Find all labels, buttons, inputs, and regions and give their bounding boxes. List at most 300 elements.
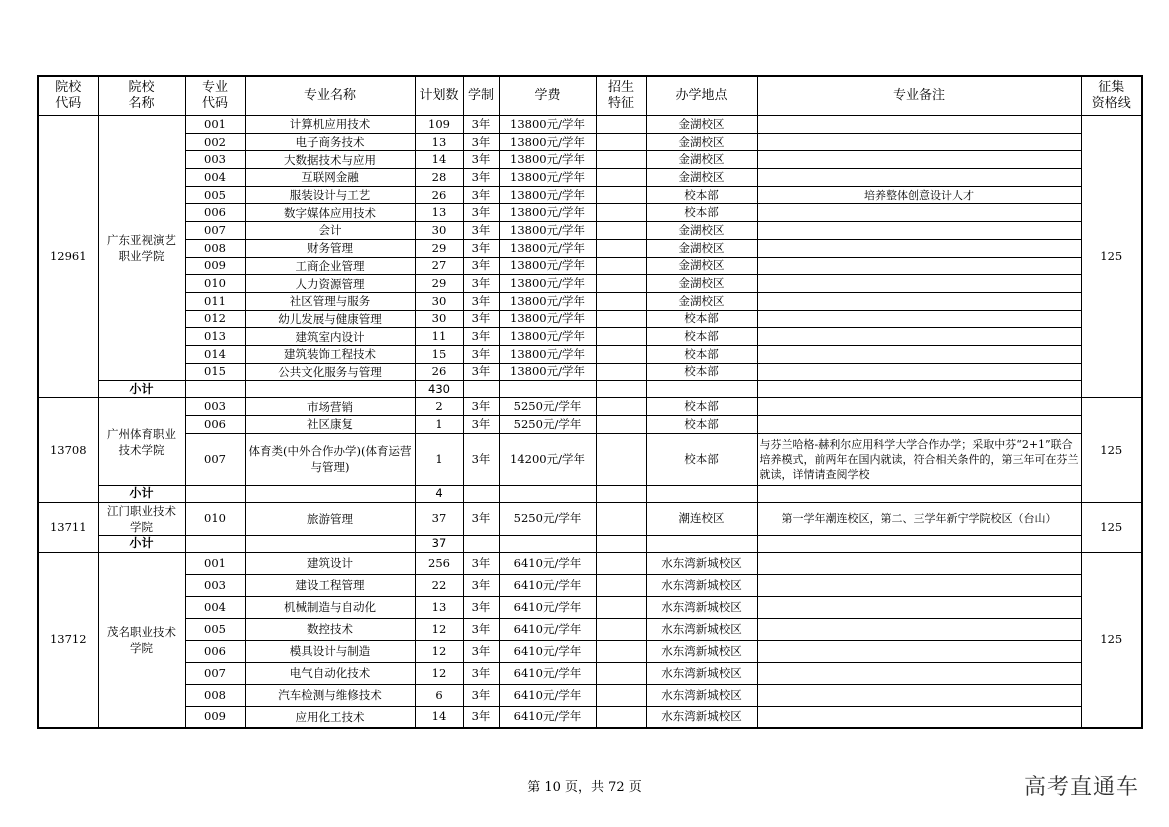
plan-cell: 1 bbox=[415, 416, 463, 434]
plan-cell: 11 bbox=[415, 328, 463, 346]
plan-cell: 13 bbox=[415, 133, 463, 151]
major-code-cell: 007 bbox=[185, 433, 245, 485]
major-code-cell: 009 bbox=[185, 706, 245, 728]
major-name-cell: 建筑设计 bbox=[245, 552, 415, 574]
major-name-cell: 市场营销 bbox=[245, 398, 415, 416]
school-code-cell: 13708 bbox=[38, 398, 98, 502]
fee-cell: 6410元/学年 bbox=[499, 618, 596, 640]
subtotal-value: 37 bbox=[415, 535, 463, 552]
feature-cell bbox=[596, 116, 646, 134]
plan-cell: 13 bbox=[415, 596, 463, 618]
remark-cell bbox=[757, 328, 1081, 346]
feature-cell bbox=[596, 684, 646, 706]
plan-cell: 37 bbox=[415, 502, 463, 535]
major-code-cell: 015 bbox=[185, 363, 245, 381]
duration-cell: 3年 bbox=[463, 398, 499, 416]
fee-cell: 6410元/学年 bbox=[499, 706, 596, 728]
duration-cell: 3年 bbox=[463, 133, 499, 151]
subtotal-empty bbox=[245, 535, 415, 552]
major-code-cell: 005 bbox=[185, 618, 245, 640]
major-name-cell: 社区管理与服务 bbox=[245, 292, 415, 310]
location-cell: 校本部 bbox=[646, 310, 757, 328]
subtotal-empty bbox=[757, 485, 1081, 502]
fee-cell: 13800元/学年 bbox=[499, 275, 596, 293]
remark-cell bbox=[757, 640, 1081, 662]
major-code-cell: 001 bbox=[185, 116, 245, 134]
duration-cell: 3年 bbox=[463, 257, 499, 275]
major-code-cell: 007 bbox=[185, 222, 245, 240]
duration-cell: 3年 bbox=[463, 204, 499, 222]
location-cell: 校本部 bbox=[646, 204, 757, 222]
duration-cell: 3年 bbox=[463, 239, 499, 257]
duration-cell: 3年 bbox=[463, 596, 499, 618]
major-code-cell: 010 bbox=[185, 502, 245, 535]
header-fee: 学费 bbox=[499, 76, 596, 116]
major-name-cell: 工商企业管理 bbox=[245, 257, 415, 275]
remark-cell bbox=[757, 684, 1081, 706]
table-row bbox=[38, 345, 1142, 363]
duration-cell: 3年 bbox=[463, 310, 499, 328]
major-code-cell: 002 bbox=[185, 133, 245, 151]
plan-cell: 22 bbox=[415, 574, 463, 596]
feature-cell bbox=[596, 239, 646, 257]
header-major-name: 专业名称 bbox=[245, 76, 415, 116]
score-cell: 125 bbox=[1081, 552, 1142, 728]
plan-cell: 28 bbox=[415, 169, 463, 187]
header-school-name: 院校 名称 bbox=[98, 76, 185, 116]
remark-cell bbox=[757, 222, 1081, 240]
location-cell: 水东湾新城校区 bbox=[646, 574, 757, 596]
remark-cell bbox=[757, 275, 1081, 293]
fee-cell: 13800元/学年 bbox=[499, 204, 596, 222]
table-row bbox=[38, 662, 1142, 684]
major-code-cell: 009 bbox=[185, 257, 245, 275]
major-name-cell: 服装设计与工艺 bbox=[245, 186, 415, 204]
remark-cell bbox=[757, 151, 1081, 169]
duration-cell: 3年 bbox=[463, 222, 499, 240]
table-row bbox=[38, 640, 1142, 662]
remark-cell bbox=[757, 618, 1081, 640]
feature-cell bbox=[596, 257, 646, 275]
plan-cell: 12 bbox=[415, 662, 463, 684]
major-name-cell: 建设工程管理 bbox=[245, 574, 415, 596]
duration-cell: 3年 bbox=[463, 640, 499, 662]
feature-cell bbox=[596, 662, 646, 684]
major-code-cell: 003 bbox=[185, 151, 245, 169]
location-cell: 校本部 bbox=[646, 186, 757, 204]
location-cell: 校本部 bbox=[646, 398, 757, 416]
duration-cell: 3年 bbox=[463, 292, 499, 310]
header-score: 征集 资格线 bbox=[1081, 76, 1142, 116]
subtotal-empty bbox=[185, 485, 245, 502]
major-name-cell: 会计 bbox=[245, 222, 415, 240]
plan-cell: 2 bbox=[415, 398, 463, 416]
fee-cell: 6410元/学年 bbox=[499, 684, 596, 706]
subtotal-empty bbox=[646, 535, 757, 552]
major-name-cell: 汽车检测与维修技术 bbox=[245, 684, 415, 706]
table-row bbox=[38, 328, 1142, 346]
major-name-cell: 社区康复 bbox=[245, 416, 415, 434]
watermark: 高考直通车 bbox=[1023, 775, 1139, 800]
subtotal-row bbox=[38, 381, 1142, 398]
fee-cell: 13800元/学年 bbox=[499, 328, 596, 346]
remark-cell bbox=[757, 596, 1081, 618]
plan-cell: 13 bbox=[415, 204, 463, 222]
table-row bbox=[38, 204, 1142, 222]
location-cell: 校本部 bbox=[646, 416, 757, 434]
header-major-code: 专业 代码 bbox=[185, 76, 245, 116]
major-name-cell: 公共文化服务与管理 bbox=[245, 363, 415, 381]
feature-cell bbox=[596, 204, 646, 222]
header-plan: 计划数 bbox=[415, 76, 463, 116]
subtotal-value: 430 bbox=[415, 381, 463, 398]
feature-cell bbox=[596, 169, 646, 187]
feature-cell bbox=[596, 552, 646, 574]
remark-cell bbox=[757, 363, 1081, 381]
score-cell: 125 bbox=[1081, 116, 1142, 398]
major-code-cell: 001 bbox=[185, 552, 245, 574]
plan-cell: 12 bbox=[415, 618, 463, 640]
fee-cell: 13800元/学年 bbox=[499, 133, 596, 151]
header-row bbox=[38, 76, 1142, 116]
major-name-cell: 建筑装饰工程技术 bbox=[245, 345, 415, 363]
table-row bbox=[38, 684, 1142, 706]
school-name-cell: 茂名职业技术学院 bbox=[98, 552, 185, 728]
feature-cell bbox=[596, 222, 646, 240]
feature-cell bbox=[596, 433, 646, 485]
table-row bbox=[38, 706, 1142, 728]
feature-cell bbox=[596, 398, 646, 416]
school-name-cell: 广东亚视演艺职业学院 bbox=[98, 116, 185, 381]
location-cell: 校本部 bbox=[646, 345, 757, 363]
location-cell: 金湖校区 bbox=[646, 222, 757, 240]
plan-cell: 15 bbox=[415, 345, 463, 363]
table-row bbox=[38, 257, 1142, 275]
major-name-cell: 计算机应用技术 bbox=[245, 116, 415, 134]
major-code-cell: 014 bbox=[185, 345, 245, 363]
subtotal-empty bbox=[499, 381, 596, 398]
fee-cell: 14200元/学年 bbox=[499, 433, 596, 485]
feature-cell bbox=[596, 640, 646, 662]
fee-cell: 13800元/学年 bbox=[499, 257, 596, 275]
subtotal-empty bbox=[757, 535, 1081, 552]
feature-cell bbox=[596, 618, 646, 640]
subtotal-row bbox=[38, 485, 1142, 502]
remark-cell bbox=[757, 574, 1081, 596]
subtotal-empty bbox=[646, 485, 757, 502]
school-code-cell: 13712 bbox=[38, 552, 98, 728]
duration-cell: 3年 bbox=[463, 574, 499, 596]
remark-cell bbox=[757, 398, 1081, 416]
major-code-cell: 003 bbox=[185, 398, 245, 416]
header-feature: 招生 特征 bbox=[596, 76, 646, 116]
remark-cell bbox=[757, 292, 1081, 310]
duration-cell: 3年 bbox=[463, 433, 499, 485]
location-cell: 校本部 bbox=[646, 433, 757, 485]
table-row bbox=[38, 116, 1142, 134]
table-row bbox=[38, 310, 1142, 328]
fee-cell: 5250元/学年 bbox=[499, 416, 596, 434]
major-code-cell: 008 bbox=[185, 239, 245, 257]
major-name-cell: 数控技术 bbox=[245, 618, 415, 640]
major-code-cell: 004 bbox=[185, 596, 245, 618]
fee-cell: 5250元/学年 bbox=[499, 398, 596, 416]
plan-cell: 14 bbox=[415, 151, 463, 169]
location-cell: 金湖校区 bbox=[646, 151, 757, 169]
plan-cell: 27 bbox=[415, 257, 463, 275]
fee-cell: 6410元/学年 bbox=[499, 662, 596, 684]
fee-cell: 6410元/学年 bbox=[499, 552, 596, 574]
duration-cell: 3年 bbox=[463, 502, 499, 535]
table-row bbox=[38, 292, 1142, 310]
duration-cell: 3年 bbox=[463, 328, 499, 346]
fee-cell: 6410元/学年 bbox=[499, 596, 596, 618]
duration-cell: 3年 bbox=[463, 416, 499, 434]
feature-cell bbox=[596, 416, 646, 434]
remark-cell bbox=[757, 706, 1081, 728]
subtotal-empty bbox=[463, 381, 499, 398]
location-cell: 水东湾新城校区 bbox=[646, 596, 757, 618]
remark-cell: 与芬兰哈格-赫利尔应用科学大学合作办学；采取中芬“2+1”联合培养模式，前两年在国内就读，符合相关条件的，第三年可在芬兰就读，详情请查阅学校 bbox=[757, 433, 1081, 485]
table-row bbox=[38, 552, 1142, 574]
table-row bbox=[38, 596, 1142, 618]
plan-cell: 30 bbox=[415, 310, 463, 328]
remark-cell bbox=[757, 310, 1081, 328]
subtotal-empty bbox=[463, 535, 499, 552]
major-code-cell: 006 bbox=[185, 204, 245, 222]
table-row bbox=[38, 239, 1142, 257]
major-name-cell: 体育类(中外合作办学)(体育运营与管理) bbox=[245, 433, 415, 485]
fee-cell: 13800元/学年 bbox=[499, 169, 596, 187]
table-row bbox=[38, 133, 1142, 151]
feature-cell bbox=[596, 706, 646, 728]
major-code-cell: 011 bbox=[185, 292, 245, 310]
remark-cell bbox=[757, 239, 1081, 257]
table-row bbox=[38, 186, 1142, 204]
plan-cell: 29 bbox=[415, 275, 463, 293]
score-cell: 125 bbox=[1081, 398, 1142, 502]
subtotal-row bbox=[38, 535, 1142, 552]
subtotal-label: 小计 bbox=[98, 381, 185, 398]
table-row bbox=[38, 363, 1142, 381]
major-name-cell: 大数据技术与应用 bbox=[245, 151, 415, 169]
fee-cell: 13800元/学年 bbox=[499, 151, 596, 169]
location-cell: 水东湾新城校区 bbox=[646, 706, 757, 728]
subtotal-empty bbox=[499, 485, 596, 502]
school-code-cell: 13711 bbox=[38, 502, 98, 552]
duration-cell: 3年 bbox=[463, 684, 499, 706]
feature-cell bbox=[596, 133, 646, 151]
feature-cell bbox=[596, 292, 646, 310]
major-name-cell: 机械制造与自动化 bbox=[245, 596, 415, 618]
subtotal-empty bbox=[646, 381, 757, 398]
table-row bbox=[38, 416, 1142, 434]
plan-cell: 30 bbox=[415, 222, 463, 240]
duration-cell: 3年 bbox=[463, 275, 499, 293]
remark-cell: 培养整体创意设计人才 bbox=[757, 186, 1081, 204]
feature-cell bbox=[596, 596, 646, 618]
major-code-cell: 007 bbox=[185, 662, 245, 684]
plan-cell: 26 bbox=[415, 186, 463, 204]
remark-cell bbox=[757, 552, 1081, 574]
subtotal-label: 小计 bbox=[98, 485, 185, 502]
fee-cell: 13800元/学年 bbox=[499, 186, 596, 204]
remark-cell bbox=[757, 416, 1081, 434]
plan-cell: 26 bbox=[415, 363, 463, 381]
major-code-cell: 010 bbox=[185, 275, 245, 293]
plan-cell: 30 bbox=[415, 292, 463, 310]
major-code-cell: 006 bbox=[185, 416, 245, 434]
fee-cell: 13800元/学年 bbox=[499, 239, 596, 257]
major-name-cell: 财务管理 bbox=[245, 239, 415, 257]
header-duration: 学制 bbox=[463, 76, 499, 116]
duration-cell: 3年 bbox=[463, 186, 499, 204]
table-body bbox=[38, 116, 1142, 729]
remark-cell bbox=[757, 257, 1081, 275]
subtotal-empty bbox=[463, 485, 499, 502]
location-cell: 金湖校区 bbox=[646, 169, 757, 187]
major-name-cell: 人力资源管理 bbox=[245, 275, 415, 293]
location-cell: 水东湾新城校区 bbox=[646, 684, 757, 706]
subtotal-empty bbox=[596, 381, 646, 398]
duration-cell: 3年 bbox=[463, 363, 499, 381]
feature-cell bbox=[596, 310, 646, 328]
major-name-cell: 旅游管理 bbox=[245, 502, 415, 535]
feature-cell bbox=[596, 275, 646, 293]
fee-cell: 13800元/学年 bbox=[499, 222, 596, 240]
duration-cell: 3年 bbox=[463, 706, 499, 728]
duration-cell: 3年 bbox=[463, 116, 499, 134]
major-code-cell: 005 bbox=[185, 186, 245, 204]
location-cell: 水东湾新城校区 bbox=[646, 618, 757, 640]
location-cell: 金湖校区 bbox=[646, 292, 757, 310]
header-location: 办学地点 bbox=[646, 76, 757, 116]
fee-cell: 6410元/学年 bbox=[499, 640, 596, 662]
table-row bbox=[38, 151, 1142, 169]
location-cell: 水东湾新城校区 bbox=[646, 640, 757, 662]
fee-cell: 13800元/学年 bbox=[499, 345, 596, 363]
plan-cell: 1 bbox=[415, 433, 463, 485]
remark-cell bbox=[757, 169, 1081, 187]
page-footer: 第 10 页，共 72 页 bbox=[527, 780, 642, 795]
school-name-cell: 江门职业技术学院 bbox=[98, 502, 185, 535]
fee-cell: 13800元/学年 bbox=[499, 116, 596, 134]
subtotal-empty bbox=[499, 535, 596, 552]
remark-cell bbox=[757, 116, 1081, 134]
plan-cell: 14 bbox=[415, 706, 463, 728]
subtotal-empty bbox=[596, 535, 646, 552]
major-name-cell: 应用化工技术 bbox=[245, 706, 415, 728]
location-cell: 金湖校区 bbox=[646, 239, 757, 257]
location-cell: 潮连校区 bbox=[646, 502, 757, 535]
plan-cell: 29 bbox=[415, 239, 463, 257]
location-cell: 水东湾新城校区 bbox=[646, 662, 757, 684]
fee-cell: 13800元/学年 bbox=[499, 292, 596, 310]
major-name-cell: 互联网金融 bbox=[245, 169, 415, 187]
major-name-cell: 幼儿发展与健康管理 bbox=[245, 310, 415, 328]
major-name-cell: 电子商务技术 bbox=[245, 133, 415, 151]
location-cell: 金湖校区 bbox=[646, 275, 757, 293]
location-cell: 水东湾新城校区 bbox=[646, 552, 757, 574]
header-remark: 专业备注 bbox=[757, 76, 1081, 116]
subtotal-value: 4 bbox=[415, 485, 463, 502]
major-code-cell: 004 bbox=[185, 169, 245, 187]
major-name-cell: 模具设计与制造 bbox=[245, 640, 415, 662]
location-cell: 金湖校区 bbox=[646, 257, 757, 275]
location-cell: 金湖校区 bbox=[646, 116, 757, 134]
header-school-code: 院校 代码 bbox=[38, 76, 98, 116]
duration-cell: 3年 bbox=[463, 151, 499, 169]
table-row bbox=[38, 169, 1142, 187]
plan-cell: 6 bbox=[415, 684, 463, 706]
major-code-cell: 003 bbox=[185, 574, 245, 596]
plan-cell: 256 bbox=[415, 552, 463, 574]
plan-cell: 12 bbox=[415, 640, 463, 662]
fee-cell: 13800元/学年 bbox=[499, 310, 596, 328]
duration-cell: 3年 bbox=[463, 169, 499, 187]
remark-cell: 第一学年潮连校区，第二、三学年新宁学院校区（台山） bbox=[757, 502, 1081, 535]
fee-cell: 13800元/学年 bbox=[499, 363, 596, 381]
subtotal-label: 小计 bbox=[98, 535, 185, 552]
major-code-cell: 012 bbox=[185, 310, 245, 328]
subtotal-empty bbox=[757, 381, 1081, 398]
duration-cell: 3年 bbox=[463, 345, 499, 363]
major-code-cell: 006 bbox=[185, 640, 245, 662]
subtotal-empty bbox=[596, 485, 646, 502]
subtotal-empty bbox=[245, 485, 415, 502]
fee-cell: 6410元/学年 bbox=[499, 574, 596, 596]
location-cell: 校本部 bbox=[646, 328, 757, 346]
remark-cell bbox=[757, 662, 1081, 684]
table-row bbox=[38, 574, 1142, 596]
feature-cell bbox=[596, 363, 646, 381]
major-name-cell: 建筑室内设计 bbox=[245, 328, 415, 346]
score-cell: 125 bbox=[1081, 502, 1142, 552]
feature-cell bbox=[596, 574, 646, 596]
table-row bbox=[38, 433, 1142, 485]
duration-cell: 3年 bbox=[463, 618, 499, 640]
feature-cell bbox=[596, 502, 646, 535]
table-row bbox=[38, 502, 1142, 535]
subtotal-empty bbox=[185, 381, 245, 398]
feature-cell bbox=[596, 186, 646, 204]
subtotal-empty bbox=[245, 381, 415, 398]
table-row bbox=[38, 618, 1142, 640]
plan-cell: 109 bbox=[415, 116, 463, 134]
table-row bbox=[38, 275, 1142, 293]
feature-cell bbox=[596, 328, 646, 346]
remark-cell bbox=[757, 345, 1081, 363]
school-name-cell: 广州体育职业技术学院 bbox=[98, 398, 185, 485]
location-cell: 校本部 bbox=[646, 363, 757, 381]
major-name-cell: 电气自动化技术 bbox=[245, 662, 415, 684]
remark-cell bbox=[757, 133, 1081, 151]
major-code-cell: 013 bbox=[185, 328, 245, 346]
fee-cell: 5250元/学年 bbox=[499, 502, 596, 535]
table-row bbox=[38, 222, 1142, 240]
location-cell: 金湖校区 bbox=[646, 133, 757, 151]
feature-cell bbox=[596, 345, 646, 363]
table-row bbox=[38, 398, 1142, 416]
duration-cell: 3年 bbox=[463, 552, 499, 574]
major-name-cell: 数字媒体应用技术 bbox=[245, 204, 415, 222]
duration-cell: 3年 bbox=[463, 662, 499, 684]
remark-cell bbox=[757, 204, 1081, 222]
feature-cell bbox=[596, 151, 646, 169]
school-code-cell: 12961 bbox=[38, 116, 98, 398]
subtotal-empty bbox=[185, 535, 245, 552]
major-code-cell: 008 bbox=[185, 684, 245, 706]
